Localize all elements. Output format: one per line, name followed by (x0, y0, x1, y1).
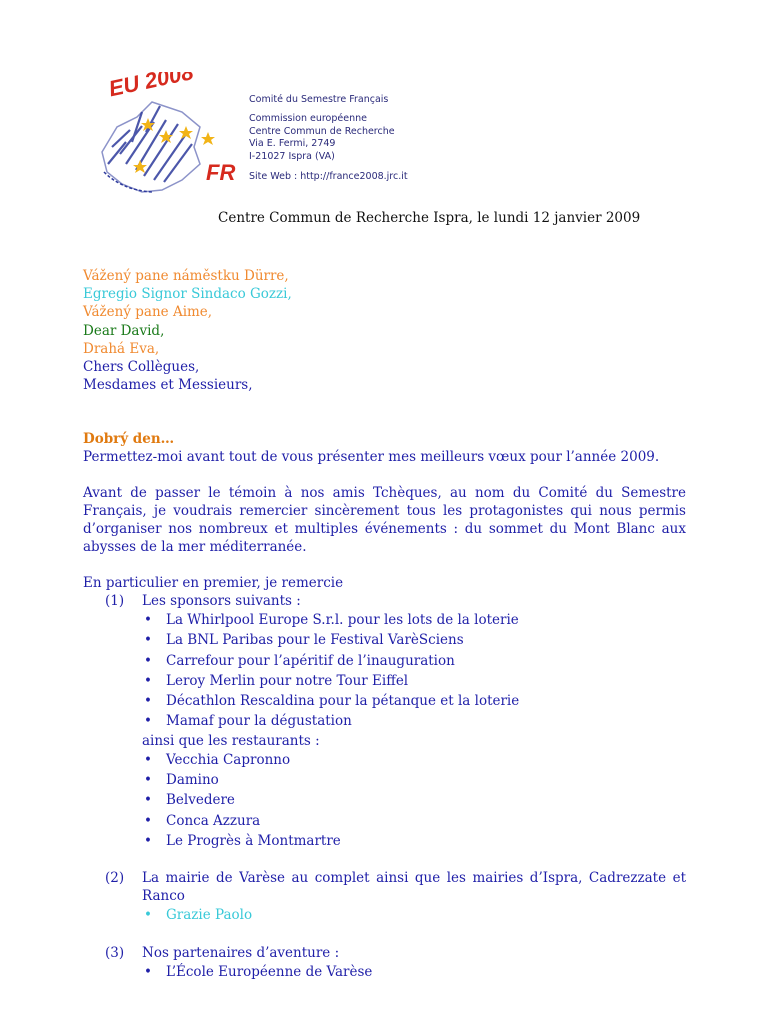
org-commission: Commission européenne (249, 113, 367, 125)
list-item-title: Les sponsors suivants : (142, 593, 301, 609)
bullet-icon: • (144, 907, 152, 924)
list-item-text: Mamaf pour la dégustation (166, 713, 352, 730)
bullet-icon: • (144, 672, 152, 689)
list-item-text: Leroy Merlin pour notre Tour Eiffel (166, 672, 409, 689)
salutation-line: Vážený pane Aime, (83, 304, 213, 321)
bullet-icon: • (144, 693, 152, 710)
bullet-icon: • (144, 652, 152, 669)
salutation-line: Dear David, (83, 322, 165, 339)
list-item-text: Belvedere (166, 792, 235, 809)
list-item (142, 671, 686, 691)
list-item (142, 831, 686, 851)
logo-text-eu2008: EU 2008 (106, 72, 196, 102)
list-number: (3) (105, 944, 125, 961)
paragraph-thanks: Avant de passer le témoin à nos amis Tchèques, au nom du Comité du Semestre Français, je voudrais remercier sincèrement tous les protagonistes qui nous permis d’organiser nos nombreux et multiples événements : du sommet du Mont Blanc aux abysses de la mer méditerranée. (83, 485, 686, 555)
bullet-icon: • (144, 832, 152, 849)
list-item-text: La BNL Paribas pour le Festival VarèSciens (166, 632, 464, 649)
salutation-line: Mesdames et Messieurs, (83, 377, 253, 394)
list-item-text: Décathlon Rescaldina pour la pétanque et la loterie (166, 693, 520, 710)
list-item (142, 711, 686, 731)
salutation-line: Drahá Eva, (83, 340, 160, 357)
list-item-partners (83, 944, 686, 982)
list-item-text: Le Progrès à Montmartre (166, 832, 341, 849)
salutation-line: Vážený pane náměstku Dürre, (83, 268, 289, 284)
list-item (142, 811, 686, 831)
org-website: Site Web : http://france2008.jrc.it (249, 171, 408, 183)
eu2008-logo-graphic (82, 72, 242, 202)
org-centre: Centre Commun de Recherche (249, 125, 395, 137)
restaurant-list (142, 750, 686, 851)
org-street: Via E. Fermi, 2749 (249, 138, 336, 150)
bullet-icon: • (144, 751, 152, 768)
list-item-text: Vecchia Capronno (166, 751, 291, 768)
bullet-icon: • (144, 612, 152, 628)
list-item-title: La mairie de Varèse au complet ainsi que les mairies d’Ispra, Cadrezzate et Ranco (142, 870, 686, 905)
list-number: (2) (105, 870, 125, 887)
list-item (142, 610, 686, 630)
partner-list (142, 962, 686, 982)
logo-text-fr: FR (206, 160, 236, 185)
organization-address (249, 94, 408, 183)
list-item (142, 651, 686, 671)
bullet-icon: • (144, 632, 152, 649)
eu2008-logo (82, 72, 242, 202)
org-committee: Comité du Semestre Français (249, 94, 389, 105)
paragraph-wishes: Permettez-moi avant tout de vous présenter mes meilleurs vœux pour l’année 2009. (83, 449, 660, 465)
bullet-icon: • (144, 792, 152, 809)
list-item-text: Grazie Paolo (166, 907, 253, 924)
sponsor-list (142, 610, 686, 732)
list-item (142, 905, 686, 925)
mairie-list (142, 905, 686, 925)
greeting-hello: Dobrý den… (83, 431, 175, 447)
restaurants-intro: ainsi que les restaurants : (142, 732, 320, 749)
list-item-text: L’École Européenne de Varèse (166, 963, 373, 980)
salutation-line: Egregio Signor Sindaco Gozzi, (83, 286, 292, 303)
salutations (83, 267, 292, 394)
list-item-sponsors (83, 592, 686, 851)
list-item-text: Carrefour pour l’apéritif de l’inauguration (166, 652, 455, 669)
list-item (142, 750, 686, 770)
list-number: (1) (105, 593, 125, 609)
bullet-icon: • (144, 812, 152, 829)
list-item (142, 691, 686, 711)
bullet-icon: • (144, 772, 152, 789)
bullet-icon: • (144, 713, 152, 730)
list-item-text: Damino (166, 772, 219, 789)
list-item (142, 790, 686, 810)
paragraph-intro-list: En particulier en premier, je remercie (83, 575, 344, 591)
list-item (142, 770, 686, 790)
org-city: I-21027 Ispra (VA) (249, 150, 335, 162)
list-item (142, 630, 686, 650)
letter-body (83, 430, 686, 982)
date-line: Centre Commun de Recherche Ispra, le lundi 12 janvier 2009 (218, 210, 641, 226)
salutation-line: Chers Collègues, (83, 359, 200, 376)
list-item-text: Conca Azzura (166, 812, 261, 829)
list-item (142, 962, 686, 982)
list-item-title: Nos partenaires d’aventure : (142, 944, 340, 961)
list-item-mairies (83, 869, 686, 925)
list-item-text: La Whirlpool Europe S.r.l. pour les lots de la loterie (166, 612, 519, 628)
bullet-icon: • (144, 963, 152, 980)
